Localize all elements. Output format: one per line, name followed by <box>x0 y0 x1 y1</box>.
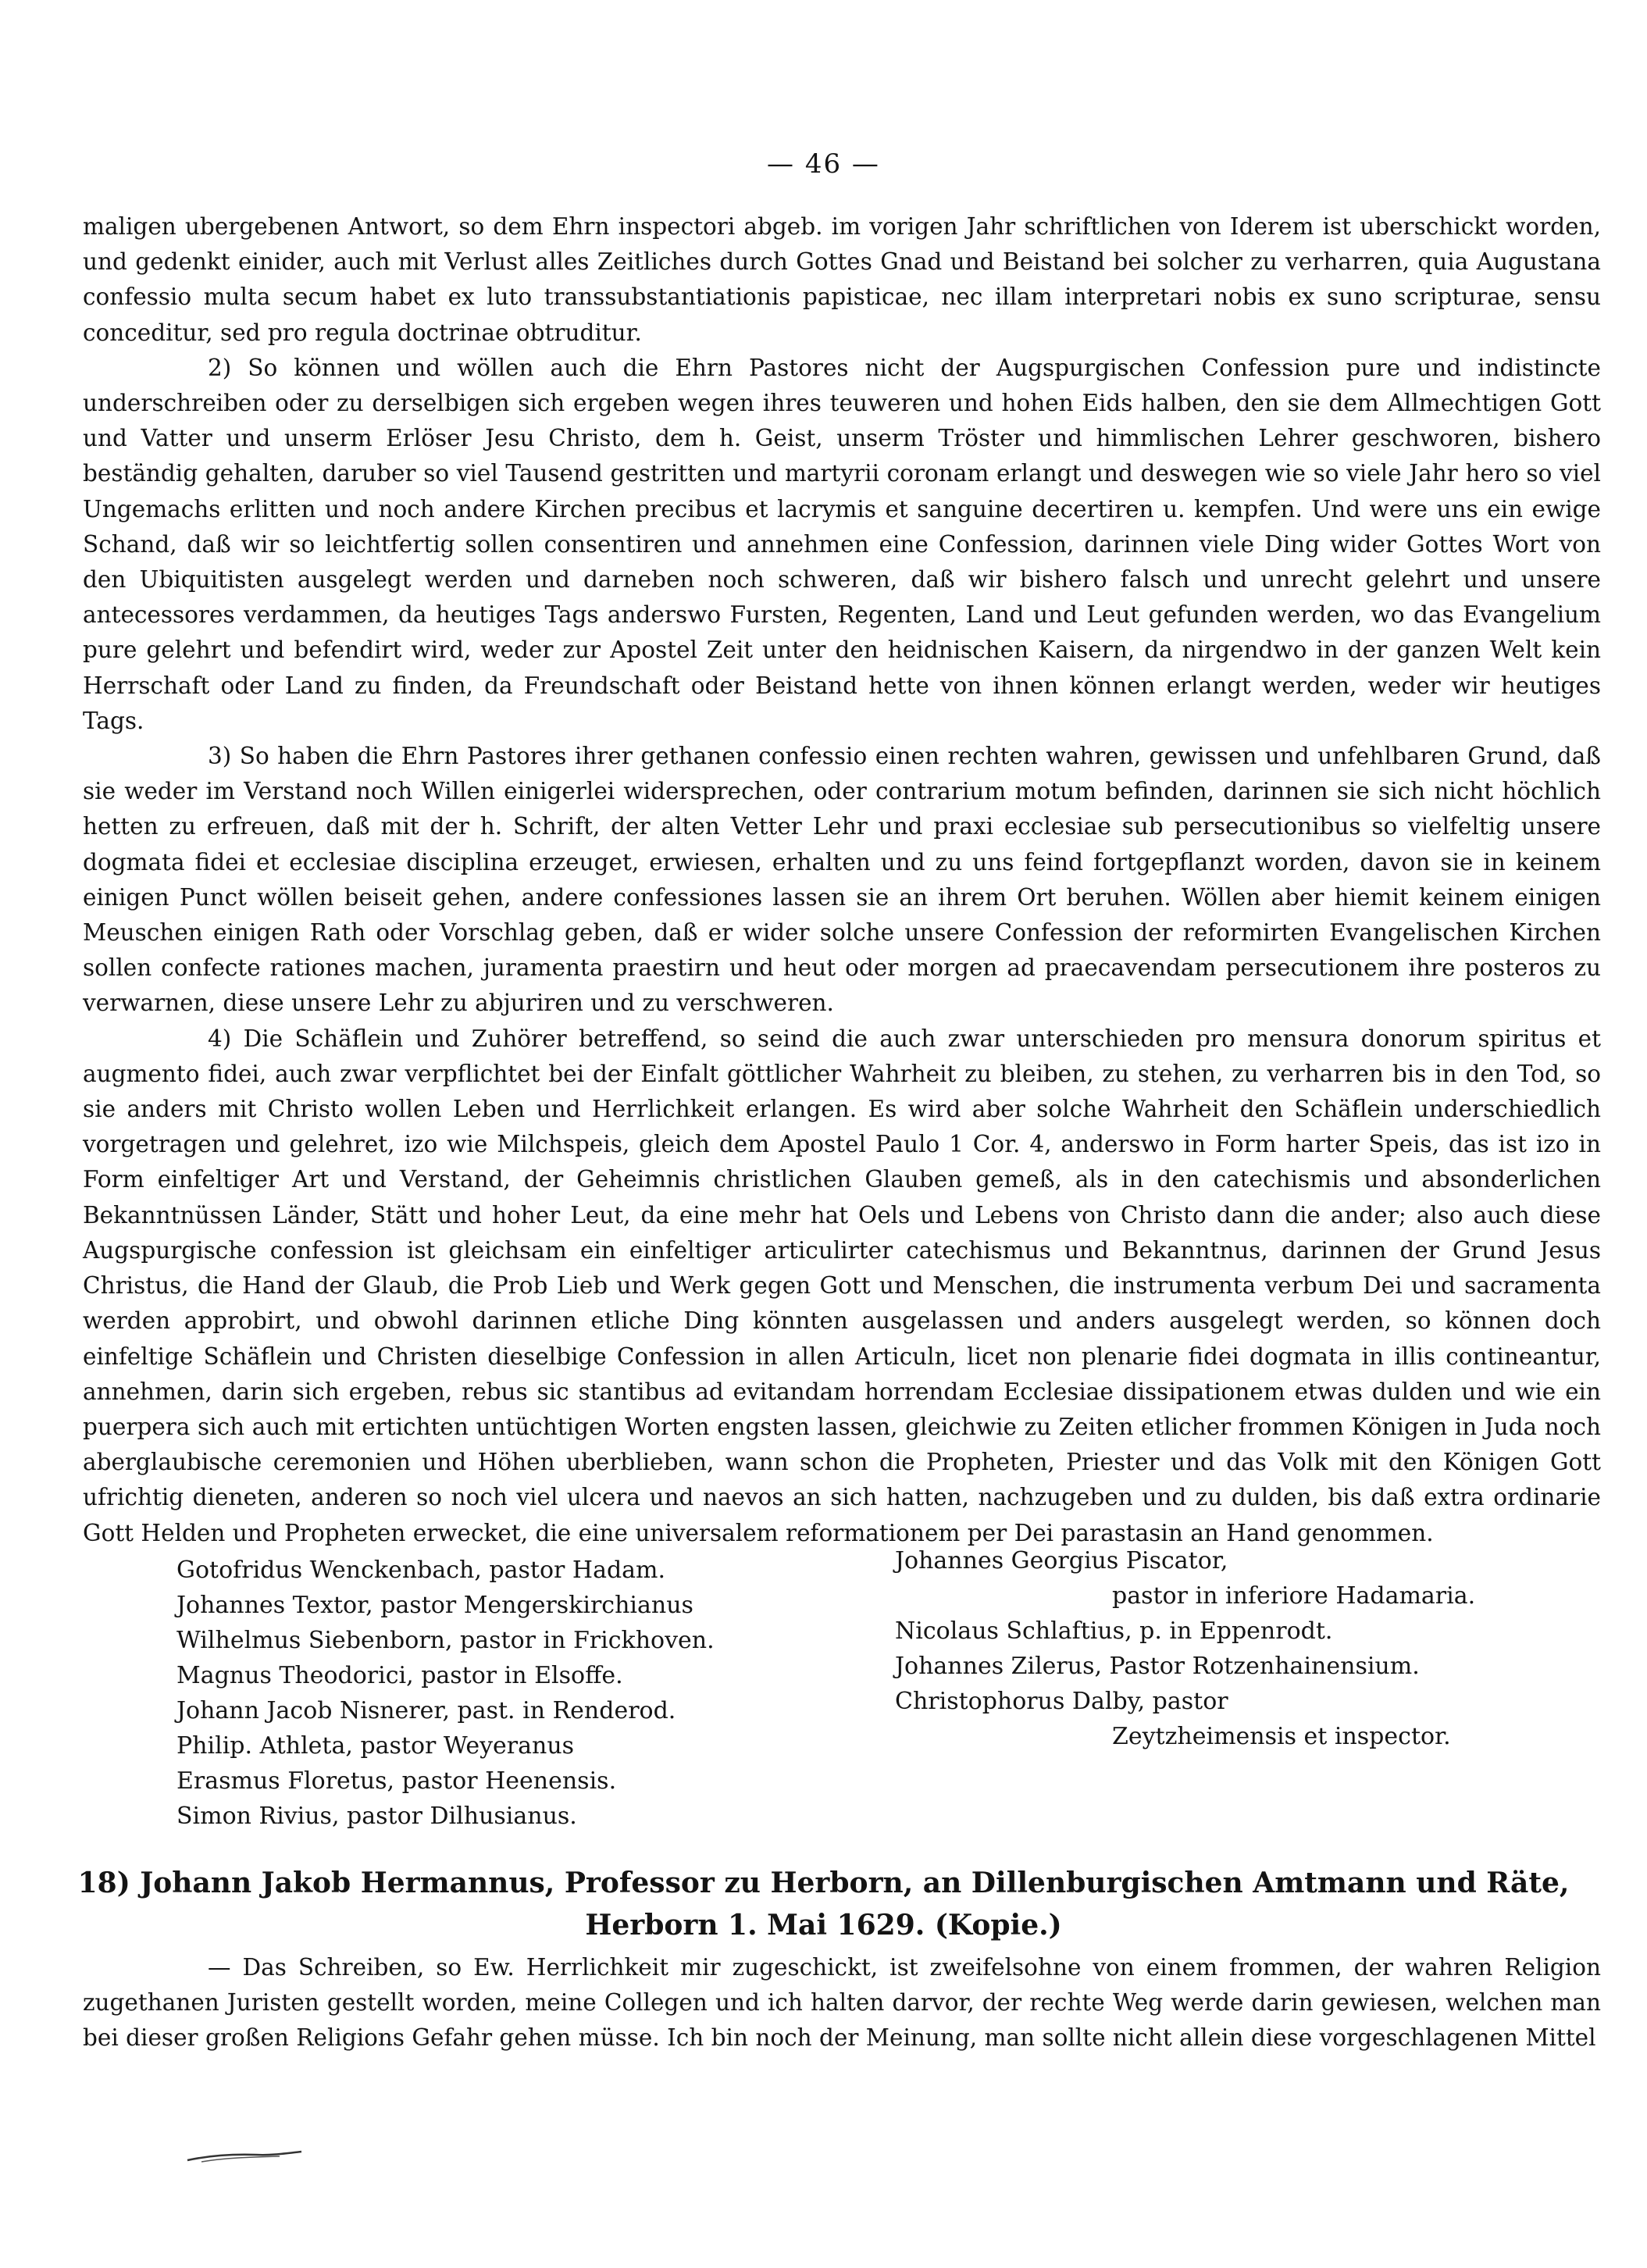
signature-line: Christophorus Dalby, pastor <box>895 1688 1228 1715</box>
signature-line: Simon Rivius, pastor Dilhusianus. <box>176 1803 577 1830</box>
signature-line: pastor in inferiore Hadamaria. <box>1112 1582 1476 1610</box>
body-text <box>83 209 1601 1551</box>
signature-line: Wilhelmus Siebenborn, pastor in Frickhoven. <box>176 1627 715 1654</box>
heading-place-date: Herborn 1. Mai 1629. (Kopie.) <box>585 1909 1062 1942</box>
signature-line: Gotofridus Wenckenbach, pastor Hadam. <box>176 1557 666 1584</box>
letter-paragraph: — Das Schreiben, so Ew. Herrlichkeit mir zugeschickt, ist zweifelsohne von einem frommen, der wahren Religion zugethanen Juristen gestellt worden, meine Collegen und ich halten darvor, der rechte Weg werde darin gewiesen, welchen man bei dieser großen Religions Gefahr gehen müsse. Ich bin noch der Meinung, man sollte nicht allein diese vorgeschlagenen Mittel <box>83 1954 1601 2052</box>
signature-line: Erasmus Floretus, pastor Heenensis. <box>176 1767 617 1795</box>
signature-line: Magnus Theodorici, pastor in Elsoffe. <box>176 1662 623 1689</box>
paragraph-2: 2) So können und wöllen auch die Ehrn Pastores nicht der Augspurgischen Confession pure und indistincte underschreiben oder zu derselbigen sich ergeben wegen ihres teuweren und hohen Eids halben, den sie dem Allmechtigen Gott und Vatter und unserm Erlöser Jesu Christo, dem h. Geist, unserm Tröster und himmlischen Lehrer geschworen, bishero beständig gehalten, daruber so viel Tausend gestritten und martyrii coronam erlangt und deswegen wie so viele Jahr hero so viel Ungemachs erlitten und noch andere Kirchen precibus et lacrymis et sanguine decertiren u. kempfen. Und were uns ein ewige Schand, daß wir so leichtfertig sollen consentiren und annehmen eine Confession, darinnen viele Ding wider Gottes Wort von den Ubiquitisten ausgelegt werden und darneben noch schweren, daß wir bishero falsch und unrecht gelehrt und unsere antecessores verdammen, da heutiges Tags anderswo Fursten, Regenten, Land und Leut gefunden werden, wo das Evangelium pure gelehrt und befendirt wird, weder zur Apostel Zeit unter den heidnischen Kaisern, da nirgendwo in der ganzen Welt kein Herrschaft oder Land zu finden, da Freundschaft oder Beistand hette von ihnen können erlangt werden, weder wir heutiges Tags. <box>83 354 1601 734</box>
signature-line: Zeytzheimensis et inspector. <box>1112 1723 1451 1750</box>
signature-line: Philip. Athleta, pastor Weyeranus <box>176 1732 575 1760</box>
letter-text <box>83 1950 1601 2056</box>
signatures-left-column <box>176 1553 879 1834</box>
paragraph-3: 3) So haben die Ehrn Pastores ihrer gethanen confessio einen rechten wahren, gewissen und unfehlbaren Grund, daß sie weder im Verstand noch Willen einigerlei widersprechen, oder contrarium motum befinden, darinnen sie sich nicht höchlich hetten zu erfreuen, daß mit der h. Schrift, der alten Vetter Lehr und praxi ecclesiae sub persecutionibus so vielfeltig unsere dogmata fidei et ecclesiae disciplina erzeuget, erwiesen, erhalten und zu uns feind fortgepflanzt worden, davon sie in keinem einigen Punct wöllen beiseit gehen, andere confessiones lassen sie an ihrem Ort beruhen. Wöllen aber hiemit keinem einigen Meuschen einigen Rath oder Vorschlag geben, daß er wider solche unsere Confession der reformirten Evangelischen Kirchen sollen confecte rationes machen, juramenta praestirn und heut oder morgen ad praecavendam persecutionem ihre posteros zu verwarnen, diese unsere Lehr zu abjuriren und zu verschweren. <box>83 743 1601 1017</box>
signature-line: Johannes Zilerus, Pastor Rotzenhainensium. <box>895 1653 1420 1680</box>
signature-line: Johannes Textor, pastor Mengerskirchianus <box>176 1592 693 1619</box>
heading-title: 18) Johann Jakob Hermannus, Professor zu Herborn, an Dillenburgischen Amtmann und Räte, <box>77 1867 1570 1899</box>
paragraph-4: 4) Die Schäflein und Zuhörer betreffend, so seind die auch zwar unterschieden pro mensura donorum spiritus et augmento fidei, auch zwar verpflichtet bei der Einfalt göttlicher Wahrheit zu bleiben, zu stehen, zu verharren bis in den Tod, so sie anders mit Christo wollen Leben und Herrlichkeit erlangen. Es wird aber solche Wahrheit den Schäflein underschiedlich vorgetragen und gelehret, izo wie Milchspeis, gleich dem Apostel Paulo 1 Cor. 4, anderswo in Form harter Speis, das ist izo in Form einfeltiger Art und Verstand, der Geheimnis christlichen Glauben gemeß, als in den catechismis und absonderlichen Bekanntnüssen Länder, Stätt und hoher Leut, da eine mehr hat Oels und Lebens von Christo dann die ander; also auch diese Augspurgische confession ist gleichsam ein einfeltiger articulirter catechismus und Bekanntnus, darinnen der Grund Jesus Christus, die Hand der Glaub, die Prob Lieb und Werk gegen Gott und Menschen, die instrumenta verbum Dei und sacramenta werden approbirt, und obwohl darinnen etliche Ding könnten ausgelassen und anders ausgelegt werden, so können doch einfeltige Schäflein und Christen dieselbige Confession in allen Articuln, licet non plenarie fidei dogmata in illis contineantur, annehmen, darin sich ergeben, rebus sic stantibus ad evitandam horrendam Ecclesiae dissipationem etwas dulden und wie ein puerpera sich auch mit ertichten untüchtigen Worten engsten lassen, gleichwie zu Zeiten etlicher frommen Königen in Juda noch aberglaubische ceremonien und Höhen uberblieben, wann schon die Propheten, Priester und das Volk mit den Königen Gott ufrichtig dieneten, anderen so noch viel ulcera und naevos an sich hatten, nachzugeben und zu dulden, bis daß extra ordinarie Gott Helden und Propheten erwecket, die eine universalem reformationem per Dei parastasin an Hand genommen. <box>83 1025 1601 1546</box>
section-heading <box>0 1862 1647 1946</box>
signatures-right-column <box>895 1543 1598 1754</box>
paragraph-continued: maligen ubergebenen Antwort, so dem Ehrn inspectori abgeb. im vorigen Jahr schriftlichen von Iderem ist uberschickt worden, und gedenkt einider, auch mit Verlust alles Zeitliches durch Gottes Gnad und Beistand bei solcher zu verharren, quia Augustana confessio multa secum habet ex luto transsubstantiationis papisticae, nec illam interpretari nobis ex suno scripturae, sensu conceditur, sed pro regula doctrinae obtruditur. <box>83 213 1601 346</box>
signature-line: Johann Jacob Nisnerer, past. in Renderod. <box>176 1697 676 1724</box>
signature-line: Johannes Georgius Piscator, <box>895 1547 1228 1574</box>
page-number: — 46 — <box>767 148 880 180</box>
signature-line: Nicolaus Schlaftius, p. in Eppenrodt. <box>895 1617 1333 1645</box>
pen-stroke-mark <box>186 2149 303 2165</box>
